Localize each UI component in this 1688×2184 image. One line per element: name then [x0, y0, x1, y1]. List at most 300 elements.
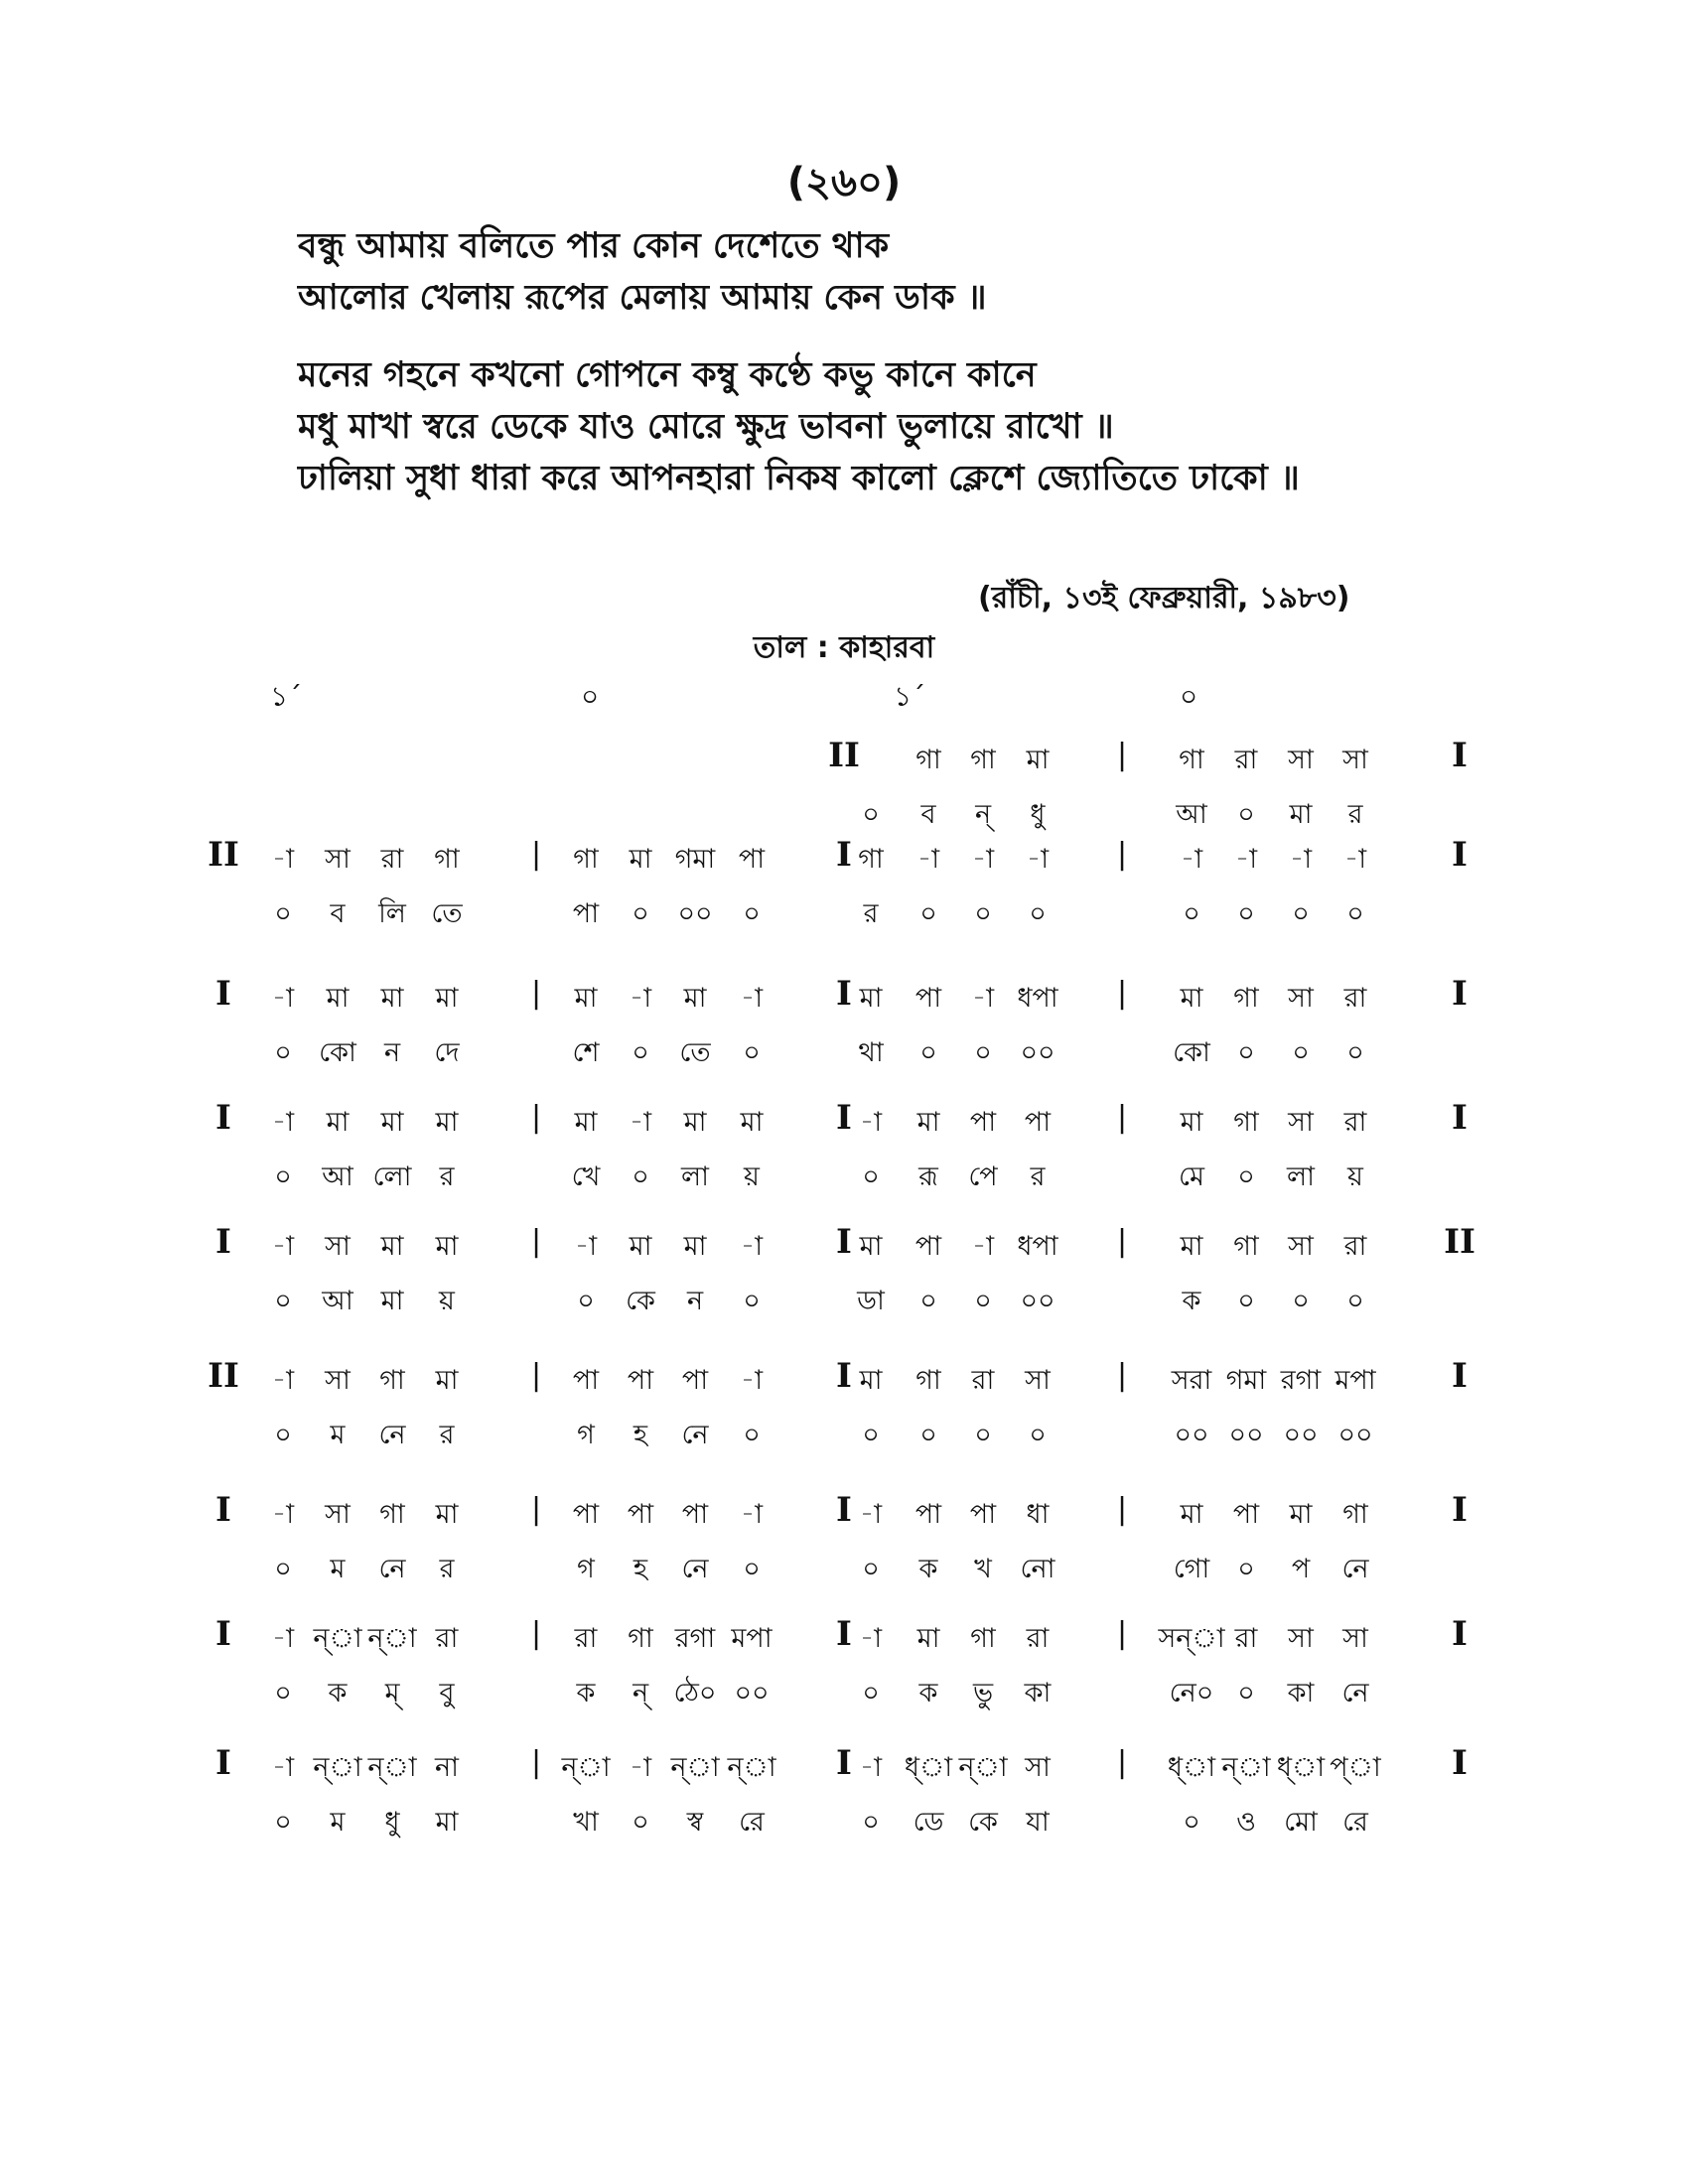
swara-note: -া [1180, 844, 1203, 875]
beat-mark: ০ [581, 680, 600, 713]
lyric-syllable: লি [378, 898, 406, 929]
lyric-syllable: ০ [743, 898, 761, 929]
swara-note: মা [380, 1107, 404, 1138]
swara-note: পা [738, 844, 766, 875]
tal-label: তাল : কাহারবা [753, 630, 935, 665]
lyric-syllable: ০ [632, 1037, 649, 1068]
swara-note: মা [435, 983, 459, 1014]
swara-note: পা [627, 1365, 654, 1396]
swara-note: -া [859, 1623, 883, 1654]
row-start-bar: I [215, 1490, 231, 1530]
lyric-syllable: ও [1236, 1807, 1256, 1838]
lyric-syllable: লা [1287, 1161, 1315, 1192]
swara-note: পা [1232, 1499, 1260, 1530]
swara-note: সা [1288, 745, 1314, 775]
lyric-syllable: ০ [1346, 1037, 1364, 1068]
lyric-syllable: ০ [274, 1678, 292, 1708]
lyric-syllable: আ [322, 1286, 353, 1316]
lyric-syllable: গ [577, 1420, 595, 1450]
lyric-syllable: তে [679, 1037, 711, 1068]
swara-note: ধপা [1017, 983, 1058, 1014]
swara-note: ন্া [727, 1752, 776, 1783]
lyric-syllable: ০ [1292, 1286, 1310, 1316]
swara-note: মা [859, 1231, 883, 1262]
lyric-syllable: ০ [862, 1161, 880, 1192]
lyric-syllable: নে [681, 1420, 709, 1450]
swara-note: ধপা [1017, 1231, 1058, 1262]
swara-note: মা [380, 983, 404, 1014]
beat-separator: | [530, 837, 542, 872]
swara-note: সা [1025, 1752, 1051, 1783]
swara-note: রা [1234, 1623, 1258, 1654]
swara-note: রা [1026, 1623, 1050, 1654]
swara-note: মা [683, 983, 707, 1014]
swara-note: সা [1288, 1623, 1314, 1654]
bar-line: I [836, 1222, 852, 1262]
lyric-syllable: ০০ [1020, 1037, 1055, 1068]
lyric-syllable: ০ [274, 1286, 292, 1316]
lyric-syllable: ০ [1237, 1037, 1255, 1068]
swara-note: পা [969, 1107, 997, 1138]
swara-note: মা [435, 1499, 459, 1530]
lyric-syllable: ক [918, 1554, 938, 1584]
swara-note: -া [629, 983, 652, 1014]
lyric-syllable: ০ [1029, 898, 1047, 929]
lyric-syllable: ম [330, 1554, 346, 1584]
swara-note: গা [1233, 1231, 1259, 1262]
lyric-syllable: পে [968, 1161, 998, 1192]
swara-note: -া [971, 983, 995, 1014]
lyric-syllable: ০ [743, 1554, 761, 1584]
lyric-syllable: ০ [274, 1420, 292, 1450]
lyric-syllable: ০ [1292, 1037, 1310, 1068]
lyric-syllable: র [439, 1420, 455, 1450]
beat-separator: | [1116, 1100, 1128, 1135]
lyric-syllable: ০ [1292, 898, 1310, 929]
swara-note: মা [740, 1107, 764, 1138]
lyric-syllable: ০ [974, 1420, 992, 1450]
lyric-syllable: ন্ [974, 799, 992, 830]
lyric-syllable: ০ [862, 1554, 880, 1584]
swara-note: গা [379, 1365, 405, 1396]
beat-separator: | [530, 1224, 542, 1259]
lyric-line: ঢালিয়া সুধা ধারা করে আপনহারা নিকষ কালো ক্লেশে জ্যোতিতে ঢাকো ॥ [298, 459, 1300, 498]
row-start-bar: I [215, 1222, 231, 1262]
swara-note: রগা [674, 1623, 716, 1654]
swara-note: -া [740, 1365, 764, 1396]
lyric-syllable: যা [1026, 1807, 1050, 1838]
lyric-syllable: ০ [1183, 1807, 1200, 1838]
swara-note: প্া [1330, 1752, 1381, 1783]
lyric-syllable: কা [1287, 1678, 1315, 1708]
bar-line: I [836, 1614, 852, 1654]
lyric-syllable: র [439, 1161, 455, 1192]
lyric-syllable: ০ [1029, 1420, 1047, 1450]
lyric-syllable: ০ [862, 1420, 880, 1450]
row-start-bar: I [215, 974, 231, 1014]
swara-note: -া [271, 1365, 295, 1396]
swara-note: মা [1180, 1231, 1203, 1262]
swara-note: -া [1026, 844, 1050, 875]
swara-note: -া [859, 1107, 883, 1138]
swara-note: মপা [731, 1623, 773, 1654]
swara-note: -া [629, 1107, 652, 1138]
beat-separator: | [1116, 976, 1128, 1011]
swara-note: সা [1288, 1231, 1314, 1262]
swara-note: গা [1342, 1499, 1368, 1530]
lyric-syllable: ধু [384, 1807, 400, 1838]
swara-note: মা [1180, 1499, 1203, 1530]
swara-note: -া [740, 1231, 764, 1262]
row-start-bar: I [215, 1098, 231, 1138]
lyric-syllable: মা [1289, 799, 1313, 830]
lyric-syllable: ব [920, 799, 936, 830]
lyric-syllable: ক [576, 1678, 596, 1708]
lyric-syllable: য় [744, 1161, 760, 1192]
lyric-syllable: কো [1173, 1037, 1210, 1068]
swara-note: রগা [1280, 1365, 1322, 1396]
lyric-syllable: ০ [1237, 1678, 1255, 1708]
lyrics-block [298, 220, 1300, 504]
row-start-bar: I [215, 1614, 231, 1654]
swara-note: -া [271, 1499, 295, 1530]
lyric-line: মধু মাখা স্বরে ডেকে যাও মোরে ক্ষুদ্র ভাবনা ভুলায়ে রাখো ॥ [298, 407, 1114, 447]
lyric-syllable: ০ [1237, 1286, 1255, 1316]
song-number: (২৬০) [786, 160, 902, 205]
bar-line: I [836, 1098, 852, 1138]
lyric-syllable: নে [1341, 1554, 1369, 1584]
swara-note: মা [574, 983, 598, 1014]
lyric-syllable: ডে [913, 1807, 944, 1838]
swara-note: গা [379, 1499, 405, 1530]
bar-line: I [836, 974, 852, 1014]
swara-note: সা [325, 1231, 351, 1262]
swara-note: পা [914, 983, 942, 1014]
lyric-syllable: ০ [1237, 1161, 1255, 1192]
lyric-syllable: ০০ [734, 1678, 770, 1708]
lyric-syllable: থা [858, 1037, 884, 1068]
swara-note: ধ্া [1276, 1752, 1326, 1783]
lyric-syllable: গো [1173, 1554, 1210, 1584]
beat-mark: ১´ [270, 680, 303, 713]
lyric-syllable: ০ [577, 1286, 595, 1316]
lyric-syllable: ০০ [1283, 1420, 1319, 1450]
beat-separator: | [530, 1100, 542, 1135]
swara-note: মা [1180, 1107, 1203, 1138]
lyric-syllable: খ [974, 1554, 992, 1584]
swara-note: ন্া [313, 1623, 362, 1654]
swara-note: গা [915, 1365, 941, 1396]
lyric-syllable: ০ [274, 1037, 292, 1068]
beat-separator: | [530, 1745, 542, 1780]
beat-mark: ০ [1180, 680, 1198, 713]
lyric-syllable: ০ [274, 1807, 292, 1838]
lyric-syllable: মো [1284, 1807, 1318, 1838]
swara-note: -া [859, 1499, 883, 1530]
lyric-syllable: ধু [1030, 799, 1046, 830]
lyric-syllable: ০ [632, 1161, 649, 1192]
swara-note: গা [1179, 745, 1204, 775]
lyric-syllable: ০০ [1020, 1286, 1055, 1316]
bar-line: I [1452, 1490, 1468, 1530]
swara-note: -া [271, 844, 295, 875]
beat-separator: | [530, 1492, 542, 1527]
swara-note: -া [629, 1752, 652, 1783]
swara-note: ধ্া [904, 1752, 953, 1783]
swara-note: গমা [674, 844, 716, 875]
lyric-syllable: ০ [632, 898, 649, 929]
lyric-syllable: কে [626, 1286, 655, 1316]
swara-note: গা [970, 1623, 996, 1654]
swara-note: পা [627, 1499, 654, 1530]
swara-note: -া [271, 1623, 295, 1654]
swara-note: মা [859, 983, 883, 1014]
lyric-syllable: ০ [974, 1286, 992, 1316]
lyric-syllable: ক [328, 1678, 348, 1708]
swara-note: সা [1342, 745, 1368, 775]
swara-note: গা [628, 1623, 653, 1654]
lyric-syllable: ০ [743, 1037, 761, 1068]
lyric-line: বন্ধু আমায় বলিতে পার কোন দেশেতে থাক [298, 226, 890, 266]
swara-note: -া [916, 844, 940, 875]
lyric-syllable: কো [319, 1037, 356, 1068]
beat-separator: | [530, 976, 542, 1011]
lyric-syllable: ০ [919, 1037, 937, 1068]
lyric-syllable: ভু [972, 1678, 994, 1708]
lyric-syllable: তে [431, 898, 463, 929]
beat-separator: | [1116, 1745, 1128, 1780]
lyric-syllable: ০ [632, 1807, 649, 1838]
lyric-syllable: ০০ [1337, 1420, 1373, 1450]
bar-line: II [1444, 1222, 1476, 1262]
swara-note: ন্া [367, 1623, 417, 1654]
swara-note: গা [1233, 983, 1259, 1014]
place-date: (রাঁচী, ১৩ই ফেব্রুয়ারী, ১৯৮৩) [978, 581, 1350, 615]
swara-note: মা [435, 1231, 459, 1262]
swara-note: সা [325, 844, 351, 875]
swara-note: মা [1180, 983, 1203, 1014]
lyric-syllable: রূ [918, 1161, 938, 1192]
bar-line: I [836, 1743, 852, 1783]
lyric-syllable: দে [434, 1037, 460, 1068]
row-start-bar: II [208, 835, 239, 875]
lyric-syllable: ০০ [1174, 1420, 1209, 1450]
lyric-syllable: ডা [857, 1286, 885, 1316]
swara-note: -া [271, 1752, 295, 1783]
swara-note: রা [1343, 983, 1367, 1014]
beat-mark: ১´ [894, 680, 926, 713]
lyric-syllable: ০ [274, 1554, 292, 1584]
row-start-bar: I [215, 1743, 231, 1783]
lyric-syllable: ঠে০ [673, 1678, 717, 1708]
lyric-syllable: ন [686, 1286, 704, 1316]
beat-separator: | [530, 1358, 542, 1393]
swara-note: রা [574, 1623, 598, 1654]
swara-note: মপা [1335, 1365, 1376, 1396]
swara-note: মা [683, 1231, 707, 1262]
swara-note: রা [1343, 1107, 1367, 1138]
bar-line: I [836, 1356, 852, 1396]
lyric-syllable: মা [380, 1286, 404, 1316]
bar-line: I [1452, 974, 1468, 1014]
swara-note: সা [325, 1365, 351, 1396]
swara-note: না [435, 1752, 459, 1783]
beat-separator: | [1116, 1616, 1128, 1651]
lyric-syllable: ০ [743, 1420, 761, 1450]
lyric-syllable: র [863, 898, 879, 929]
swara-note: পা [572, 1499, 600, 1530]
swara-note: পা [914, 1231, 942, 1262]
swara-note: মা [326, 1107, 350, 1138]
swara-note: মা [629, 844, 652, 875]
bar-line: I [1452, 1614, 1468, 1654]
lyric-syllable: নে [378, 1554, 406, 1584]
swara-note: গা [915, 745, 941, 775]
swara-note: ন্া [958, 1752, 1008, 1783]
lyric-syllable: ০ [1237, 898, 1255, 929]
swara-note: -া [971, 1231, 995, 1262]
lyric-syllable: ০ [862, 1678, 880, 1708]
lyric-syllable: ০ [919, 898, 937, 929]
lyric-syllable: স্ব [686, 1807, 704, 1838]
lyric-syllable: বু [439, 1678, 455, 1708]
swara-note: মা [326, 983, 350, 1014]
swara-note: পা [1024, 1107, 1052, 1138]
swara-note: ন্া [367, 1752, 417, 1783]
swara-note: গা [858, 844, 884, 875]
swara-note: ধ্া [1167, 1752, 1216, 1783]
swara-note: সন্া [1158, 1623, 1225, 1654]
swara-note: পা [572, 1365, 600, 1396]
lyric-syllable: আ [1176, 799, 1207, 830]
swara-note: ন্া [313, 1752, 362, 1783]
swara-note: গমা [1225, 1365, 1267, 1396]
lyric-syllable: ক [918, 1678, 938, 1708]
lyric-syllable: কা [1024, 1678, 1052, 1708]
swara-note: ন্া [561, 1752, 611, 1783]
swara-note: রা [380, 844, 404, 875]
lyric-syllable: খে [571, 1161, 601, 1192]
swara-note: মা [1289, 1499, 1313, 1530]
lyric-syllable: ন [383, 1037, 401, 1068]
swara-note: পা [969, 1499, 997, 1530]
swara-note: মা [916, 1107, 940, 1138]
beat-separator: | [1116, 738, 1128, 772]
lyric-syllable: ০ [274, 1161, 292, 1192]
lyric-syllable: লো [372, 1161, 412, 1192]
lyric-syllable: ০ [743, 1286, 761, 1316]
swara-note: গা [970, 745, 996, 775]
lyric-syllable: য় [1347, 1161, 1363, 1192]
lyric-syllable: নে [681, 1554, 709, 1584]
lyric-syllable: ম্ [384, 1678, 400, 1708]
swara-note: -া [271, 1107, 295, 1138]
bar-line: I [836, 1490, 852, 1530]
swara-note: ধা [1026, 1499, 1050, 1530]
swara-note: সা [1342, 1623, 1368, 1654]
swara-note: রা [1234, 745, 1258, 775]
lyric-syllable: ম [330, 1807, 346, 1838]
lyric-syllable: ০ [1346, 1286, 1364, 1316]
lyric-syllable: মা [435, 1807, 459, 1838]
lyric-syllable: ০ [1183, 898, 1200, 929]
swara-note: সরা [1171, 1365, 1212, 1396]
lyric-syllable: ০ [1346, 898, 1364, 929]
lyric-syllable: র [439, 1554, 455, 1584]
lyric-syllable: ক [1182, 1286, 1201, 1316]
swara-note: মা [859, 1365, 883, 1396]
lyric-syllable: ০ [274, 898, 292, 929]
lyric-syllable: নো [1020, 1554, 1055, 1584]
lyric-syllable: র [1030, 1161, 1046, 1192]
lyric-syllable: ০ [862, 799, 880, 830]
swara-note: গা [1233, 1107, 1259, 1138]
lyric-syllable: ০ [919, 1286, 937, 1316]
swara-note: মা [1026, 745, 1050, 775]
bar-line: I [836, 835, 852, 875]
lyric-syllable: আ [322, 1161, 353, 1192]
swara-note: সা [1288, 983, 1314, 1014]
beat-separator: | [1116, 1224, 1128, 1259]
bar-line: I [1452, 1356, 1468, 1396]
bar-line: I [1452, 1743, 1468, 1783]
lyric-syllable: লা [681, 1161, 709, 1192]
swara-note: রা [1343, 1231, 1367, 1262]
swara-note: -া [271, 1231, 295, 1262]
lyric-syllable: শে [572, 1037, 600, 1068]
swara-note: -া [859, 1752, 883, 1783]
beat-separator: | [530, 1616, 542, 1651]
beat-separator: | [1116, 1358, 1128, 1393]
lyric-syllable: পা [572, 898, 600, 929]
lyric-syllable: খা [573, 1807, 599, 1838]
swara-note: -া [574, 1231, 598, 1262]
swara-note: পা [681, 1365, 709, 1396]
lyric-syllable: মে [1179, 1161, 1204, 1192]
lyric-syllable: ০ [974, 898, 992, 929]
bar-line: I [1452, 1098, 1468, 1138]
lyric-syllable: ০ [974, 1037, 992, 1068]
lyric-syllable: র [1347, 799, 1363, 830]
swara-note: রা [435, 1623, 459, 1654]
swara-note: মা [380, 1231, 404, 1262]
beat-separator: | [1116, 1492, 1128, 1527]
swara-note: মা [574, 1107, 598, 1138]
swara-note: সা [1288, 1107, 1314, 1138]
lyric-syllable: ব [330, 898, 346, 929]
bar-line: I [1452, 835, 1468, 875]
lyric-syllable: ০০ [677, 898, 713, 929]
swara-note: গা [573, 844, 599, 875]
lyric-syllable: কে [968, 1807, 998, 1838]
lyric-syllable: ০০ [1228, 1420, 1264, 1450]
lyric-syllable: গ [577, 1554, 595, 1584]
swara-note: -া [1289, 844, 1313, 875]
beat-separator: | [1116, 837, 1128, 872]
bar-line: I [1452, 736, 1468, 775]
swara-note: -া [1343, 844, 1367, 875]
swara-note: মা [435, 1107, 459, 1138]
swara-note: -া [271, 983, 295, 1014]
lyric-syllable: নে০ [1169, 1678, 1214, 1708]
lyric-line: মনের গহনে কখনো গোপনে কম্বু কণ্ঠে কভু কানে কানে [298, 355, 1037, 395]
lyric-syllable: ম [330, 1420, 346, 1450]
bar-line: II [828, 736, 860, 775]
lyric-syllable: ০ [1237, 1554, 1255, 1584]
swara-note: ন্া [1221, 1752, 1271, 1783]
lyric-syllable: য় [439, 1286, 455, 1316]
swara-note: সা [1025, 1365, 1051, 1396]
